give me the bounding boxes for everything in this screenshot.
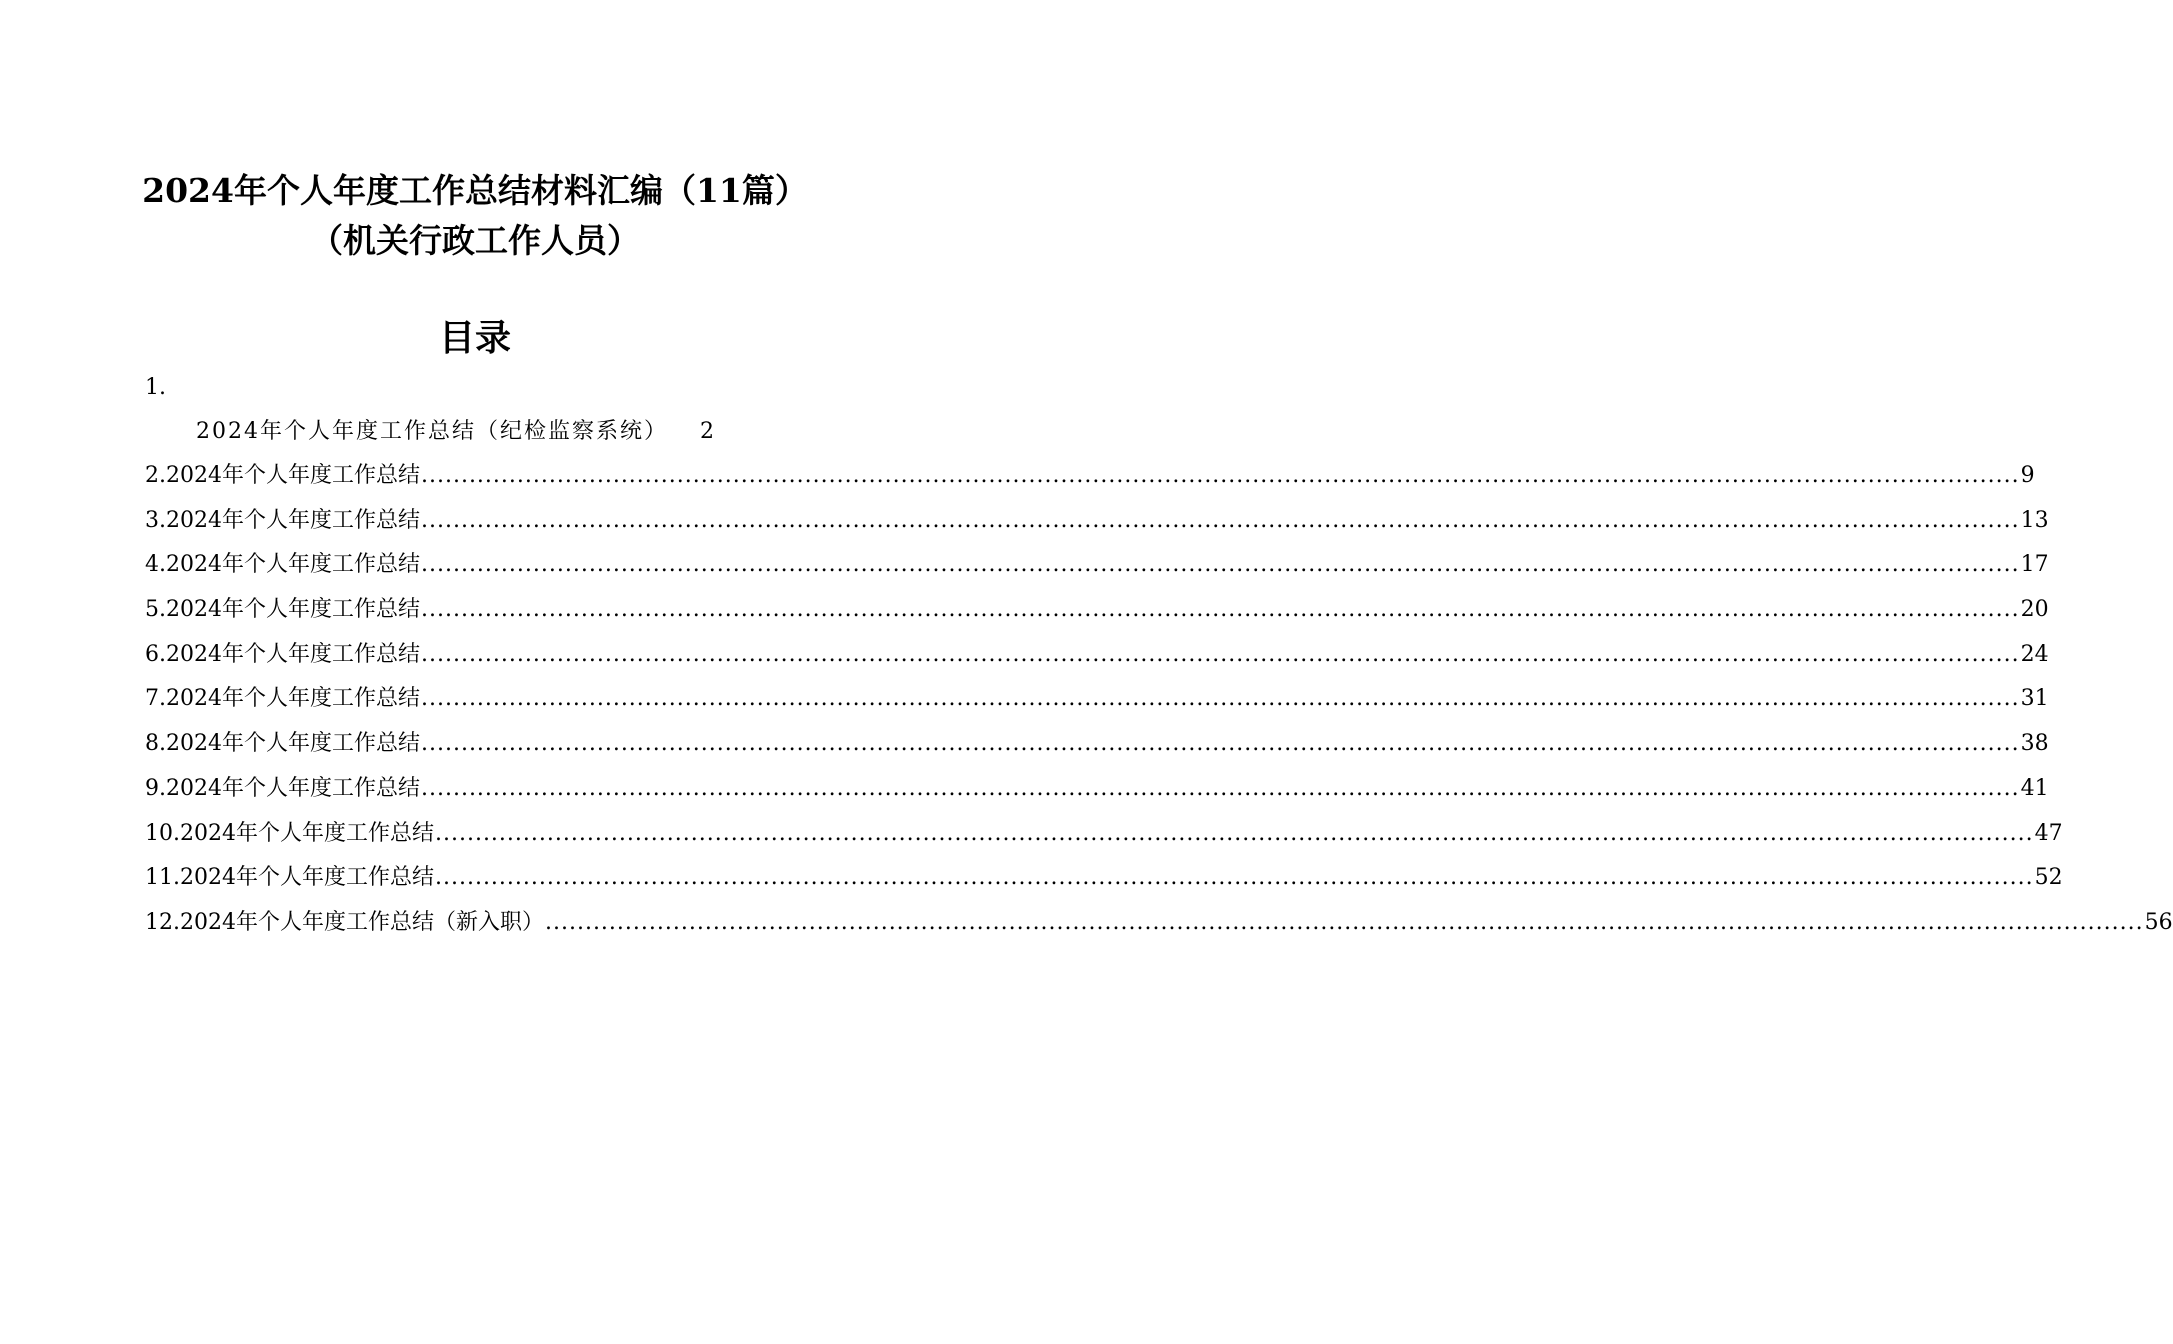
toc-entry-label: 9.2024年个人年度工作总结 — [145, 775, 420, 801]
toc-dot-leader: ........................................................................................................................................................................................................ — [420, 686, 2020, 712]
toc-heading: 目录 — [438, 317, 511, 359]
toc-entry-label: 2024年个人年度工作总结（纪检监察系统） — [196, 419, 668, 444]
toc-entry-4[interactable] — [145, 550, 2049, 595]
toc-entry-label: 10.2024年个人年度工作总结 — [145, 820, 434, 846]
toc-entry-page-number: 9 — [2020, 463, 2035, 488]
toc-entry-page-number: 41 — [2020, 775, 2049, 801]
toc-dot-leader: ........................................................................................................................................................................................................ — [420, 552, 2020, 578]
toc-entry-7[interactable] — [145, 684, 2049, 729]
toc-entry-page-number: 38 — [2020, 731, 2049, 757]
toc-list — [145, 461, 2173, 953]
toc-entry-page-number: 31 — [2020, 686, 2049, 712]
toc-entry-1-number: 1. — [145, 375, 166, 400]
toc-entry-5[interactable] — [145, 595, 2049, 640]
toc-dot-leader: ........................................................................................................................................................................................................ — [420, 731, 2020, 757]
toc-entry-10[interactable] — [145, 819, 2063, 864]
toc-entry-page-number: 56 — [2144, 909, 2173, 935]
toc-entry-page-number: 2 — [700, 419, 714, 444]
toc-entry-page-number: 24 — [2020, 641, 2049, 667]
toc-entry-6[interactable] — [145, 640, 2049, 685]
toc-dot-leader: ........................................................................................................................................................................................................ — [434, 865, 2034, 891]
toc-entry-12[interactable] — [145, 908, 2173, 953]
toc-entry-label: 12.2024年个人年度工作总结（新入职） — [145, 909, 544, 935]
toc-entry-label: 3.2024年个人年度工作总结 — [145, 507, 420, 533]
toc-entry-9[interactable] — [145, 774, 2049, 819]
toc-entry-label: 7.2024年个人年度工作总结 — [145, 686, 420, 712]
toc-dot-leader: ........................................................................................................................................................................................................ — [544, 909, 2144, 935]
toc-dot-leader: ........................................................................................................................................................................................................ — [434, 820, 2034, 846]
toc-entry-label: 5.2024年个人年度工作总结 — [145, 597, 420, 623]
toc-dot-leader: ........................................................................................................................................................................................................ — [420, 463, 2020, 488]
toc-entry-label: 8.2024年个人年度工作总结 — [145, 731, 420, 757]
document-title: 2024年个人年度工作总结材料汇编（11篇）（机关行政工作人员） — [142, 171, 808, 260]
toc-dot-leader: ........................................................................................................................................................................................................ — [420, 775, 2020, 801]
toc-entry-label: 11.2024年个人年度工作总结 — [145, 865, 434, 891]
toc-entry-page-number: 47 — [2034, 820, 2063, 846]
toc-entry-8[interactable] — [145, 729, 2049, 774]
toc-entry-label: 2.2024年个人年度工作总结 — [145, 463, 420, 488]
toc-dot-leader: ........................................................................................................................................................................................................ — [420, 507, 2020, 533]
toc-dot-leader: ........................................................................................................................................................................................................ — [420, 641, 2020, 667]
toc-entry-page-number: 20 — [2020, 597, 2049, 623]
toc-entry-3[interactable] — [145, 506, 2049, 551]
toc-entry-page-number: 52 — [2034, 865, 2063, 891]
toc-entry-11[interactable] — [145, 863, 2063, 908]
toc-entry-label: 4.2024年个人年度工作总结 — [145, 552, 420, 578]
toc-entry-label: 6.2024年个人年度工作总结 — [145, 641, 420, 667]
toc-entry-page-number: 17 — [2020, 552, 2049, 578]
toc-entry-2[interactable] — [145, 461, 2035, 506]
toc-entry-page-number: 13 — [2020, 507, 2049, 533]
toc-entry-1[interactable] — [196, 417, 714, 447]
toc-dot-leader: ........................................................................................................................................................................................................ — [420, 597, 2020, 623]
